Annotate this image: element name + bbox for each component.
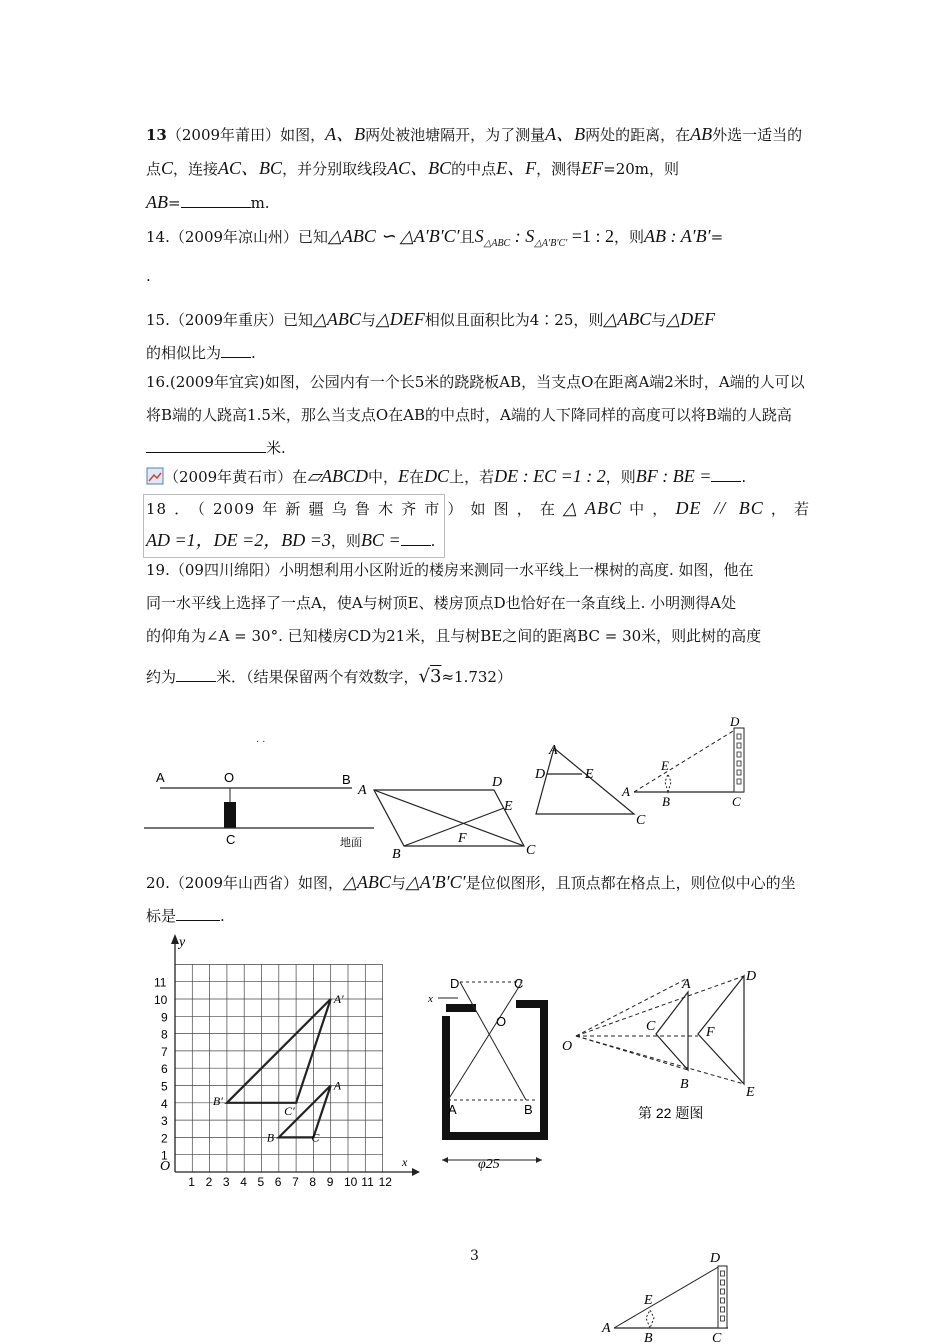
building-CD (734, 728, 744, 792)
y-axis-label: y (179, 935, 186, 950)
label-B: B (342, 772, 351, 787)
dim-arrow-left (442, 1157, 448, 1163)
question-19: 19.（09四川绵阳）小明想利用小区附近的楼房来测同一水平线上一棵树的高度. 如图，他在 同一水平线上选择了一点A，使A与树顶E、楼房顶点D也恰好在一条直线上. 小明测得A处 的仰角为∠A = 30°. 已知楼房CD为21米，且与树BE之间的距离BC = 30米，则此树的高度 (146, 561, 762, 645)
x-tick-label: 5 (257, 1175, 265, 1189)
answer-blank (221, 341, 251, 358)
building-CD (718, 1266, 727, 1328)
ray-OE (576, 1036, 744, 1084)
triangle-DEF (698, 976, 744, 1084)
label-O: O (496, 1014, 507, 1029)
tree-BE (646, 1310, 654, 1328)
question-14: 14.（2009年凉山州）已知△ABC ∽ △A′B′C′且$S_{\triangle ABC}$ : $S_{\triangle A'B'C'} =1$ : 2，则AB : A′B′= . (146, 226, 724, 285)
parallelogram-figure (352, 770, 544, 862)
label-F: F (458, 831, 467, 846)
x-tick-label: 9 (326, 1175, 334, 1189)
ray-OA (576, 978, 688, 1036)
question-17: （2009年黄石市）在▱ABCD中，E在DC上，若DE : EC =1 : 2，则BF : BE = . (146, 460, 810, 494)
x-tick-label: 10 (344, 1175, 358, 1189)
question-19-answer: 约为 米．（结果保留两个有效数字，√3≈1.732） (146, 666, 512, 687)
label-B: B (662, 794, 670, 809)
coordinate-grid-figure (140, 930, 420, 1192)
label-E: E (746, 1085, 755, 1100)
answer-blank (146, 436, 266, 453)
label-B-prime: B′ (212, 1093, 223, 1108)
ray-OD (576, 976, 744, 1036)
label-B: B (392, 847, 401, 862)
label-O: O (562, 1039, 573, 1054)
text-frame (143, 494, 445, 558)
label-ground: 地面 (340, 837, 362, 849)
label-E: E (504, 799, 513, 814)
figure-caption: 第 22 题图 (638, 1105, 704, 1121)
label-C: C (636, 813, 646, 828)
label-A: A (358, 783, 367, 798)
label-A: A (156, 770, 165, 785)
question-18-line2: AD =1，DE =2，BD =3，则BC = . (146, 530, 436, 550)
x-axis-label: x (402, 1155, 408, 1169)
question-20: 20.（2009年山西省）如图，△ABC与△A′B′C′是位似图形，且顶点都在格点上，则位似中心的坐标是 . (146, 872, 796, 925)
label-C-prime: C′ (284, 1103, 295, 1118)
label-E: E (644, 1293, 653, 1308)
pliers-figure (420, 968, 560, 1180)
x-tick-label: 11 (361, 1175, 374, 1189)
q22-figure (558, 964, 770, 1126)
label-x: x (428, 993, 433, 1005)
label-F: F (706, 1025, 715, 1040)
answer-blank (176, 904, 220, 921)
label-A: A (602, 1321, 611, 1336)
x-tick-label: 2 (205, 1175, 213, 1189)
label-D: D (710, 1251, 721, 1266)
label-C: C (226, 832, 236, 847)
page-number: 3 (470, 1248, 479, 1264)
label-E: E (661, 758, 669, 773)
label-O: O (224, 770, 235, 785)
question-16: 16.(2009年宜宾)如图，公园内有一个长5米的跷跷板AB，当支点O在距离A端2米时，A端的人可以将B端的人跷高1.5米，那么当支点O在AB的中点时，A端的人下降同样的高度可以将B端的人跷高米. (146, 373, 805, 457)
label-C: C (311, 1130, 320, 1145)
y-tick-label: 11 (154, 975, 167, 990)
label-A: A (549, 743, 558, 758)
label-C: C (514, 976, 524, 991)
label-D: D (492, 775, 503, 790)
label-C: C (732, 794, 741, 809)
sight-line (634, 728, 738, 792)
label-A: A (622, 784, 630, 799)
x-tick-label: 4 (240, 1175, 247, 1189)
y-tick-label: 10 (154, 993, 168, 1007)
x-tick-labels (188, 1175, 392, 1189)
x-tick-label: 12 (378, 1175, 392, 1189)
label-A: A (682, 977, 691, 992)
broken-image-icon (146, 467, 164, 485)
label-D: D (450, 976, 460, 991)
origin-label: O (160, 1159, 171, 1174)
y-axis-arrow (171, 934, 179, 944)
tree-BE (665, 774, 671, 792)
question-15: 15.（2009年重庆）已知△ABC与△DEF相似且面积比为4∶25，则△ABC与△DEF 的相似比为 . (146, 309, 716, 362)
question-18: 18．（2009年新疆乌鲁木齐市）如图，在△ABC中，DE // BC，若 (146, 498, 810, 518)
y-tick-label: 5 (161, 1079, 168, 1094)
label-B: B (524, 1102, 533, 1117)
x-tick-label: 3 (222, 1175, 230, 1189)
label-B: B (644, 1331, 653, 1344)
x-tick-label: 8 (309, 1175, 317, 1189)
label-C: C (712, 1331, 722, 1344)
label-diameter: φ25 (478, 1157, 500, 1172)
answer-blank (711, 465, 741, 482)
diagonal-AC (374, 790, 524, 846)
triangle-ABC (656, 992, 688, 1070)
label-A: A (448, 1102, 457, 1117)
line-D-B (460, 982, 526, 1100)
dim-arrow-right (536, 1157, 542, 1163)
label-C: C (526, 843, 536, 858)
tree-building-figure (618, 712, 758, 810)
y-tick-label: 1 (161, 1148, 168, 1163)
sight-line (614, 1266, 720, 1328)
y-tick-label: 8 (161, 1027, 168, 1042)
segment-BE (404, 808, 504, 846)
question-13: 13（2009年莆田）如图，A、B两处被池塘隔开，为了测量A、B两处的距离，在AB外选一适当的点C，连接AC、BC，并分别取线段AC、BC的中点E、F，测得EF=20m，则 AB= m. (146, 124, 803, 212)
y-tick-label: 9 (161, 1010, 168, 1025)
x-tick-label: 6 (274, 1175, 282, 1189)
label-E: E (585, 767, 594, 782)
answer-blank (176, 665, 216, 682)
x-axis-arrow (412, 1168, 420, 1176)
label-D: D (730, 714, 740, 729)
grid-lines (175, 964, 383, 1172)
dots-label: · · (256, 736, 266, 747)
label-D: D (746, 969, 757, 984)
label-A-prime: A′ (333, 992, 344, 1006)
y-tick-label: 3 (161, 1114, 168, 1129)
label-B: B (266, 1130, 275, 1145)
label-C: C (646, 1019, 656, 1034)
label-A: A (333, 1078, 342, 1093)
pivot-support (224, 802, 236, 828)
x-tick-label: 7 (292, 1175, 299, 1189)
label-D: D (535, 767, 546, 782)
x-tick-label: 1 (188, 1175, 195, 1189)
y-tick-label: 4 (161, 1096, 168, 1111)
label-B: B (680, 1077, 689, 1092)
seesaw-figure (140, 730, 380, 855)
y-tick-label: 2 (161, 1131, 168, 1146)
answer-blank (181, 191, 251, 208)
tree-building-figure-small (598, 1248, 738, 1344)
line-C-A (448, 982, 522, 1100)
y-tick-label: 6 (161, 1062, 168, 1077)
y-tick-label: 7 (161, 1044, 168, 1059)
y-tick-labels (154, 976, 168, 1163)
